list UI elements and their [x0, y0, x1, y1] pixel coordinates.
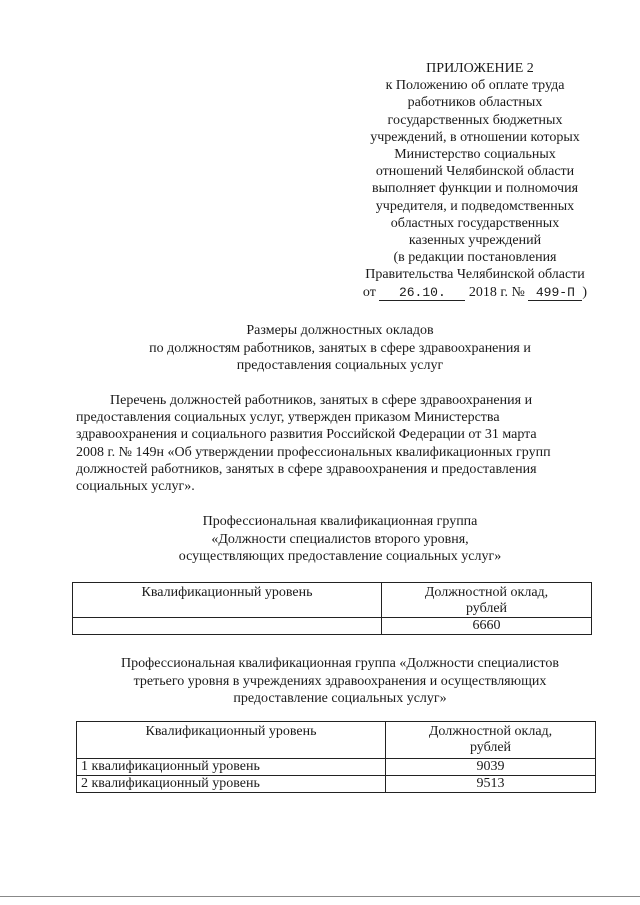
group2-title	[60, 655, 620, 708]
appendix-title: ПРИЛОЖЕНИЕ 2	[426, 61, 534, 76]
title-line: Размеры должностных окладов	[246, 323, 434, 338]
intro-paragraph	[76, 392, 602, 495]
appendix-line: выполняет функции и полномочия	[371, 181, 579, 197]
table-row	[73, 618, 592, 635]
group1-table	[72, 582, 592, 635]
appendix-line: государственных бюджетных	[387, 112, 563, 128]
header-salary	[382, 583, 592, 618]
title-line: предоставления социальных услуг	[236, 358, 444, 373]
cell-level: 2 квалификационный уровень	[77, 776, 386, 793]
cell-salary: 6660	[382, 618, 592, 635]
appendix-line: Министерство социальных	[394, 147, 556, 163]
group-title-line: «Должности специалистов второго уровня,	[211, 531, 469, 547]
date-prefix: от	[362, 284, 376, 300]
appendix-line: Правительства Челябинской области	[365, 267, 585, 283]
paragraph-line: предоставления социальных услуг, утвержден приказом Министерства	[76, 410, 500, 426]
group-title-line: третьего уровня в учреждениях здравоохранения и осуществляющих	[133, 673, 547, 689]
title-line: по должностям работников, занятых в сфере здравоохранения и	[149, 340, 531, 356]
group-title-line: Профессиональная квалификационная группа	[202, 514, 478, 529]
paragraph-line: 2008 г. № 149н «Об утверждении профессиональных квалификационных групп	[76, 444, 551, 460]
header-salary	[386, 722, 596, 759]
cell-salary: 9513	[386, 776, 596, 793]
appendix-line: (в редакции постановления	[393, 250, 557, 266]
table-row	[77, 759, 596, 776]
year-text: 2018 г. №	[468, 284, 525, 300]
table-row	[77, 776, 596, 793]
appendix-header	[330, 60, 620, 301]
appendix-line: отношений Челябинской области	[375, 164, 575, 180]
table-header-row	[77, 722, 596, 759]
appendix-line: учредителя, и подведомственных	[375, 198, 575, 214]
appendix-line: к Положению об оплате труда	[385, 78, 565, 94]
group2-table	[76, 721, 596, 793]
cell-level	[73, 618, 382, 635]
group-title-line: предоставление социальных услуг»	[233, 691, 447, 707]
resolution-number: 499-П	[528, 286, 582, 301]
paragraph-line: должностей работников, занятых в сфере здравоохранения и предоставления	[76, 461, 537, 477]
appendix-line: работников областных	[407, 95, 543, 111]
table-header-row	[73, 583, 592, 618]
header-salary-line: Должностной оклад,	[424, 585, 549, 600]
header-salary-line: рублей	[465, 601, 508, 616]
header-level: Квалификационный уровень	[77, 722, 386, 759]
date-value: 26.10.	[379, 286, 465, 301]
appendix-line: казенных учреждений	[408, 233, 542, 249]
closing-paren: )	[582, 284, 588, 300]
paragraph-line: здравоохранения и социального развития Российской Федерации от 31 марта	[76, 427, 537, 443]
header-level: Квалификационный уровень	[73, 583, 382, 618]
group-title-line: Профессиональная квалификационная группа «Должности специалистов	[121, 656, 559, 671]
cell-salary: 9039	[386, 759, 596, 776]
group1-title	[60, 513, 620, 566]
header-salary-line: рублей	[469, 740, 512, 755]
appendix-line: областных государственных	[390, 215, 560, 231]
group-title-line: осуществляющих предоставление социальных услуг»	[178, 549, 502, 565]
appendix-line: учреждений, в отношении которых	[370, 129, 580, 145]
page-edge-line	[0, 896, 640, 897]
paragraph-line: Перечень должностей работников, занятых в сфере здравоохранения и	[110, 393, 533, 408]
header-salary-line: Должностной оклад,	[428, 724, 553, 739]
cell-level: 1 квалификационный уровень	[77, 759, 386, 776]
page-title	[60, 322, 620, 375]
paragraph-line: социальных услуг».	[76, 479, 195, 495]
appendix-date-line	[330, 284, 620, 301]
